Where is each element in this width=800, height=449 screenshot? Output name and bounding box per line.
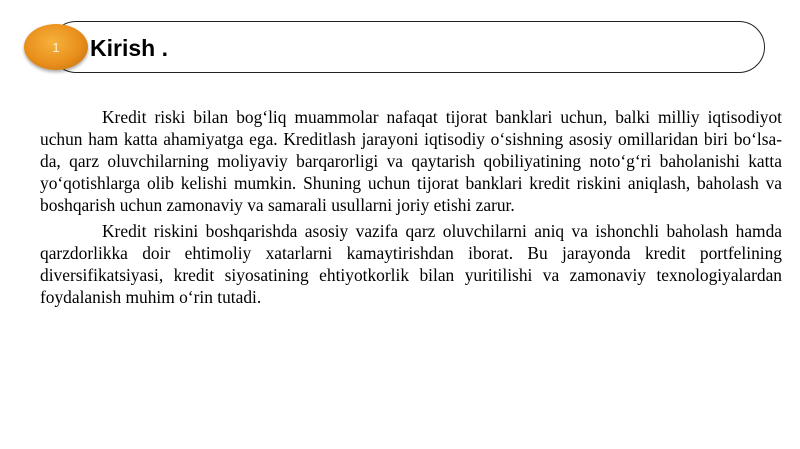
slide-number: 1 [52, 39, 60, 55]
paragraph-1: Kredit riski bilan bog‘liq muammolar nafaqat tijorat banklari uchun, balki milliy iqtisodiyot uchun ham katta ahamiyatga ega. Kreditlash jarayoni iqtisodiy o‘sishning asosiy omillaridan biri bo‘lsa-da, qarz oluvchilarning moliyaviy barqarorligi va qaytarish qobiliyatining noto‘g‘ri baholanishi katta yo‘qotishlarga olib kelishi mumkin. Shuning uchun tijorat banklari kredit riskini aniqlash, baholash va boshqarish uchun zamonaviy va samarali usullarni joriy etishi zarur. [40, 107, 782, 215]
body-text [40, 106, 782, 312]
slide-title: Kirish . [90, 35, 168, 61]
paragraph-2: Kredit riskini boshqarishda asosiy vazifa qarz oluvchilarni aniq va ishonchli baholash hamda qarzdorlikka doir ehtimoliy xatarlarni kamaytirishdan iborat. Bu jarayonda kredit portfelining diversifikatsiyasi, kredit siyosatining ehtiyotkorlik bilan yuritilishi va zamonaviy texnologiyalardan foydalanish muhim o‘rin tutadi. [40, 221, 782, 307]
slide-number-badge [24, 24, 88, 70]
